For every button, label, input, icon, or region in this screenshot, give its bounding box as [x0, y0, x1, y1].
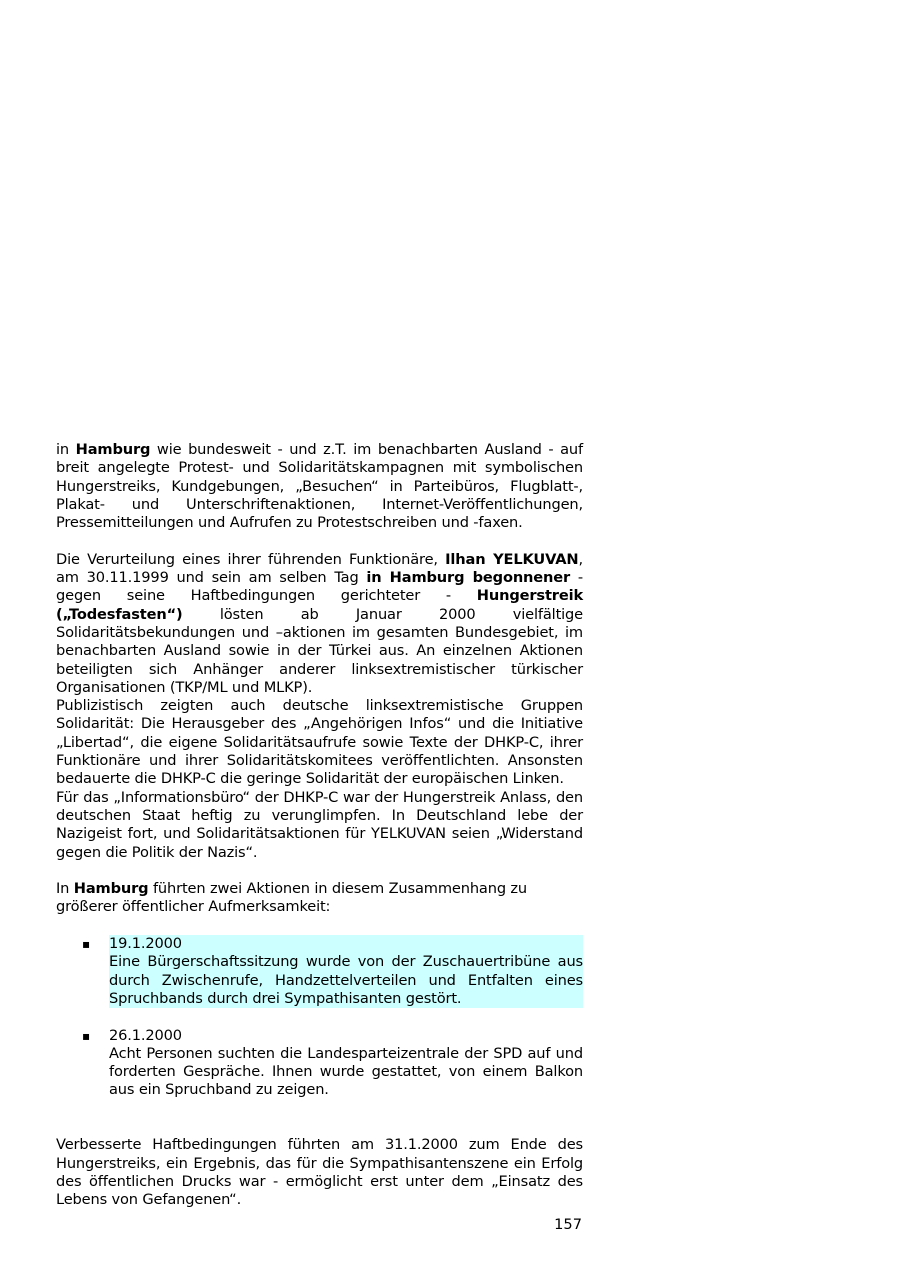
- bullet-icon: ▪: [82, 1028, 90, 1043]
- list-item-event-2: [56, 1027, 583, 1100]
- event-text: Acht Personen suchten die Landesparteizentrale der SPD auf und forderten Gespräche. Ihnen wurde gestattet, von einem Balkon aus ein Spruchband zu zeigen.: [109, 1044, 583, 1099]
- text-run: lösten ab Januar 2000 vielfältige Solidaritätsbekundungen und –aktionen im gesamten Bundesgebiet, im benachbarten Ausland sowie in der Türkei aus. An einzelnen Aktionen beteiligten sich Anhänger anderer linksextremistischer türkischer Organisationen (TKP/ML und MLKP).: [56, 605, 583, 696]
- paragraph-gap: [56, 917, 583, 935]
- paragraph-gap: [56, 1100, 583, 1118]
- text-run: , am 30.11.1999 und sein am selben Tag: [56, 550, 583, 587]
- list-item-event-1: [56, 935, 583, 1008]
- paragraph-hamburg-actions: [56, 880, 583, 917]
- text-run: wie bundesweit - und z.T. im benachbarten Ausland - auf breit angelegte Protest- und Solidaritätskampagnen mit symbolischen Hungerstreiks, Kundgebungen, „Besuchen“ in Parteibüros, Flugblatt-, Plakat- und Unterschriftenaktionen, Internet-Veröffentlichungen, Pressemitteilungen und Aufrufen zu Protestschreiben und -faxen.: [56, 441, 584, 532]
- text-run: In: [56, 880, 74, 898]
- bold-location: in Hamburg begonnener: [366, 569, 571, 587]
- text-run: - gegen seine Haftbedingungen gerichteter -: [56, 569, 583, 605]
- page-body: [56, 441, 583, 1209]
- event-date: 19.1.2000: [109, 935, 182, 953]
- bold-name: Ilhan YELKUVAN: [445, 550, 579, 568]
- bold-hamburg: Hamburg: [73, 880, 149, 898]
- paragraph-gap: [56, 532, 583, 550]
- bold-hamburg: Hamburg: [75, 441, 151, 458]
- text-run: Die Verurteilung eines ihrer führenden Funktionäre,: [56, 550, 446, 568]
- paragraph-publizistisch: Publizistisch zeigten auch deutsche linksextremistische Gruppen Solidarität: Die Herausgeber des „Angehörigen Infos“ und die Initiative „Libertad“, die eigene Solidaritätsaufrufe sowie Texte der DHKP-C, ihrer Funktionäre und ihrer Solidaritätskomitees veröffentlichten. Ansonsten bedauerte die DHKP-C die geringe Solidarität der europäischen Linken.: [56, 697, 583, 788]
- paragraph-gap: [56, 1118, 583, 1136]
- bullet-icon: ▪: [82, 937, 90, 952]
- paragraph-yelkuvan-verdict: [56, 551, 583, 697]
- paragraph-conclusion: Verbesserte Haftbedingungen führten am 31.1.2000 zum Ende des Hungerstreiks, ein Ergebnis, das für die Sympathisantenszene ein Erfolg des öffentlichen Drucks war - ermöglicht erst unter dem „Einsatz des Lebens von Gefangenen“.: [56, 1136, 583, 1209]
- event-date: 26.1.2000: [109, 1026, 182, 1044]
- paragraph-hamburg-campaigns: [56, 441, 583, 532]
- highlighted-block: [109, 935, 583, 1008]
- text-run: in: [56, 441, 76, 458]
- page-number: 157: [554, 1216, 582, 1233]
- event-text: Eine Bürgerschaftssitzung wurde von der Zuschauertribüne aus durch Zwischenrufe, Handzettelverteilen und Entfalten eines Spruchbands durch drei Sympathisanten gestört.: [109, 953, 583, 1007]
- text-run: führten zwei Aktionen in diesem Zusammenhang zu größerer öffentlicher Aufmerksamkeit:: [56, 880, 528, 916]
- paragraph-informationsbuero: Für das „Informationsbüro“ der DHKP-C war der Hungerstreik Anlass, den deutschen Staat heftig zu verunglimpfen. In Deutschland lebe der Nazigeist fort, und Solidaritätsaktionen für YELKUVAN seien „Widerstand gegen die Politik der Nazis“.: [56, 788, 583, 861]
- bold-hungerstreik: Hungerstreik („Todesfasten“): [56, 587, 583, 623]
- paragraph-gap: [56, 1008, 583, 1026]
- paragraph-gap: [56, 862, 583, 880]
